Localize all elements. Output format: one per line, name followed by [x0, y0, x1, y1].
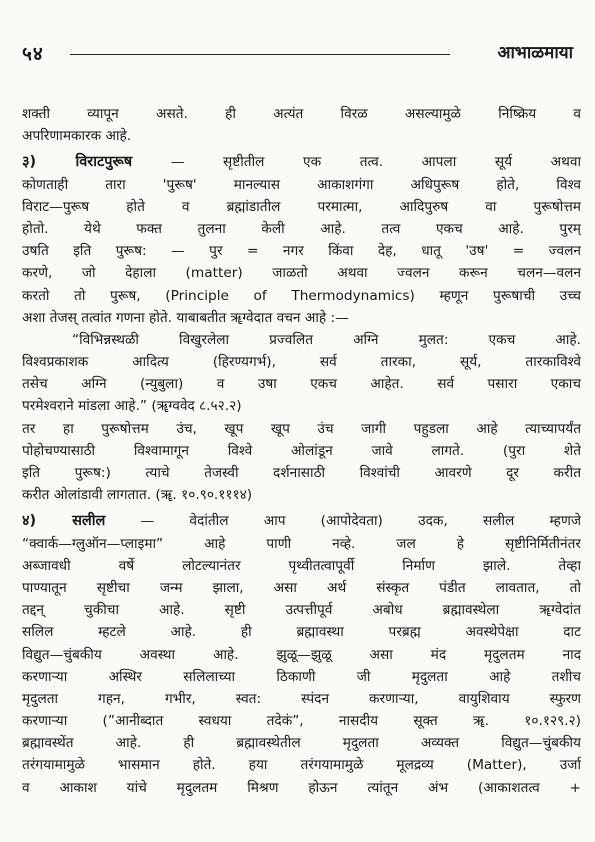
running-title: आभाळमाया — [497, 43, 573, 63]
text-line — [22, 418, 581, 440]
line-text: विद्युत—चुंबकीय अवस्था आहे. झुळू—झुळू असा मंद मृदुलतम नाद — [22, 646, 581, 663]
text-line — [22, 577, 581, 599]
body-text — [22, 103, 581, 799]
line-text: करणाऱ्या अस्थिर सलिलाच्या ठिकाणी जी मृदुलता आहे तशीच — [22, 668, 581, 685]
text-line — [22, 351, 581, 373]
line-text: “विभिन्नस्थळी विखुरलेला प्रज्वलित अग्नि मुलत: एकच आहे. — [72, 331, 581, 348]
text-line — [22, 688, 581, 710]
line-text: सलिल म्हटले आहे. ही ब्रह्मावस्था परब्रह्म अवस्थेपेक्षा दाट — [22, 624, 581, 641]
line-text: कोणताही तारा 'पुरूष' मानल्यास आकाशगंगा अधिपुरूष होते, विश्व — [22, 176, 581, 193]
text-line — [22, 710, 581, 732]
page-number: ५४ — [22, 43, 44, 65]
text-line — [22, 510, 581, 532]
section-heading: ४) सलील — [22, 513, 106, 530]
text-line — [22, 373, 581, 395]
text-line — [22, 395, 581, 417]
text-line — [22, 644, 581, 666]
line-text: इति पुरूष:) त्याचे तेजस्वी दर्शनासाठी विश्वांची आवरणे दूर करीत — [22, 465, 581, 481]
text-line — [22, 484, 581, 506]
text-line — [22, 240, 581, 262]
text-line — [22, 533, 581, 555]
text-line — [22, 555, 581, 577]
line-text: — सृष्टीतील एक तत्व. आपला सूर्य अथवा — [132, 154, 581, 171]
line-text: — वेदांतील आप (आपोदेवता) उदक, सलील म्हणजे — [105, 513, 581, 530]
line-text: ब्रह्मावस्थेंत आहे. ही ब्रह्मावस्थेतील मृदुलता अव्यक्त विद्युत—चुंबकीय — [22, 735, 581, 752]
line-text: करतो तो पुरूष, (Principle of Thermodynamics) म्हणून पुरूषाची उच्च — [22, 287, 581, 304]
text-line — [22, 440, 581, 462]
text-line — [22, 462, 581, 484]
line-text: शक्ती व्यापून असते. ही अत्यंत विरळ असल्यामुळे निष्क्रिय व — [22, 106, 581, 122]
line-text: होतो. येथे फक्त तुलना केली आहे. तत्व एकच आहे. पुरम् — [22, 220, 581, 237]
text-line — [22, 262, 581, 284]
line-text: पोहोचण्यासाठी विश्वामागून विश्वे ओलांडून जावे लागते. (पुरा शेते — [22, 442, 581, 459]
line-text: उषति इति पुरूष: — पुर = नगर किंवा देह, धातू 'उष' = ज्वलन — [22, 243, 581, 260]
text-line — [22, 329, 581, 351]
line-text: विराट—पुरूष होते व ब्रह्मांडातील परमात्मा, आदिपुरुष वा पुरूषोत्तम — [22, 198, 581, 215]
text-line — [22, 777, 581, 799]
line-text: विश्वप्रकाशक आदित्य (हिरण्यगर्भ), सर्व तारका, सूर्य, तारकाविश्वे — [22, 354, 581, 371]
text-line — [22, 732, 581, 754]
line-text: “क्वार्क—ग्लुऑन—प्लाइमा” आहे पाणी नव्हे. जल हे सृष्टीनिर्मितीनंतर — [22, 535, 581, 552]
line-text: तरंगयामामुळे भासमान होते. हया तरंगयामामुळे मूलद्रव्य (Matter), उर्जा — [22, 757, 581, 774]
text-line — [22, 196, 581, 218]
header-rule — [70, 54, 450, 55]
text-line — [22, 103, 581, 125]
line-text: अशा तेजस् तत्वांत गणना होते. याबाबतीत ॠग्वेदात वचन आहे :— — [22, 309, 349, 326]
text-line — [22, 754, 581, 776]
line-text: अब्जावधी वर्षे लोटल्यानंतर पृथ्वीतत्वापूर्वी निर्माण झाले. तेव्हा — [22, 557, 581, 574]
line-text: व आकाश यांचे मृदुलतम मिश्रण होऊन त्यांतून अंभ (आकाशतत्व + — [22, 779, 581, 796]
line-text: तसेच अग्नि (न्युबुला) व उषा एकच आहेत. सर्व पसारा एकाच — [22, 376, 581, 393]
page-header — [22, 40, 573, 64]
text-line — [22, 621, 581, 643]
text-line — [22, 125, 581, 147]
line-text: करणे, जो देहाला (matter) जाळतो अथवा ज्वलन करून चलन—वलन — [22, 265, 581, 282]
line-text: तद्दन् चुकीचा आहे. सृष्टी उत्पत्तीपूर्व अबोध ब्रह्मावस्थेला ॠग्वेदांत — [22, 602, 581, 619]
text-line — [22, 599, 581, 621]
line-text: तर हा पुरूषोत्तम उंच, खूप खूप उंच जागी पहुडला आहे त्याच्यापर्यंत — [22, 420, 581, 437]
text-line — [22, 151, 581, 173]
text-line — [22, 174, 581, 196]
line-text: मृदुलता गहन, गभीर, स्वत: स्पंदन करणाऱ्या, वायुशिवाय स्फुरण — [22, 690, 581, 707]
text-line — [22, 666, 581, 688]
text-line — [22, 285, 581, 307]
text-line — [22, 307, 581, 329]
line-text: करणाऱ्या (”आनीब्दात स्वधया तदेकं”, नासदीय सूक्त ॠ. १०.१२९.२) — [22, 713, 581, 730]
line-text: पाण्यातून सृष्टीचा जन्म झाला, असा अर्थ संस्कृत पंडीत लावतात, तो — [22, 579, 581, 596]
text-line — [22, 218, 581, 240]
line-text: करीत ओलांडावी लागतात. (ॠ. १०.९०.१११४) — [22, 487, 253, 504]
section-heading: ३) विराटपुरूष — [22, 154, 133, 171]
line-text: अपरिणामकारक आहे. — [22, 128, 132, 145]
line-text: परमेश्वराने मांडला आहे.” (ॠग्ववेद ८.५२.२) — [22, 398, 242, 415]
